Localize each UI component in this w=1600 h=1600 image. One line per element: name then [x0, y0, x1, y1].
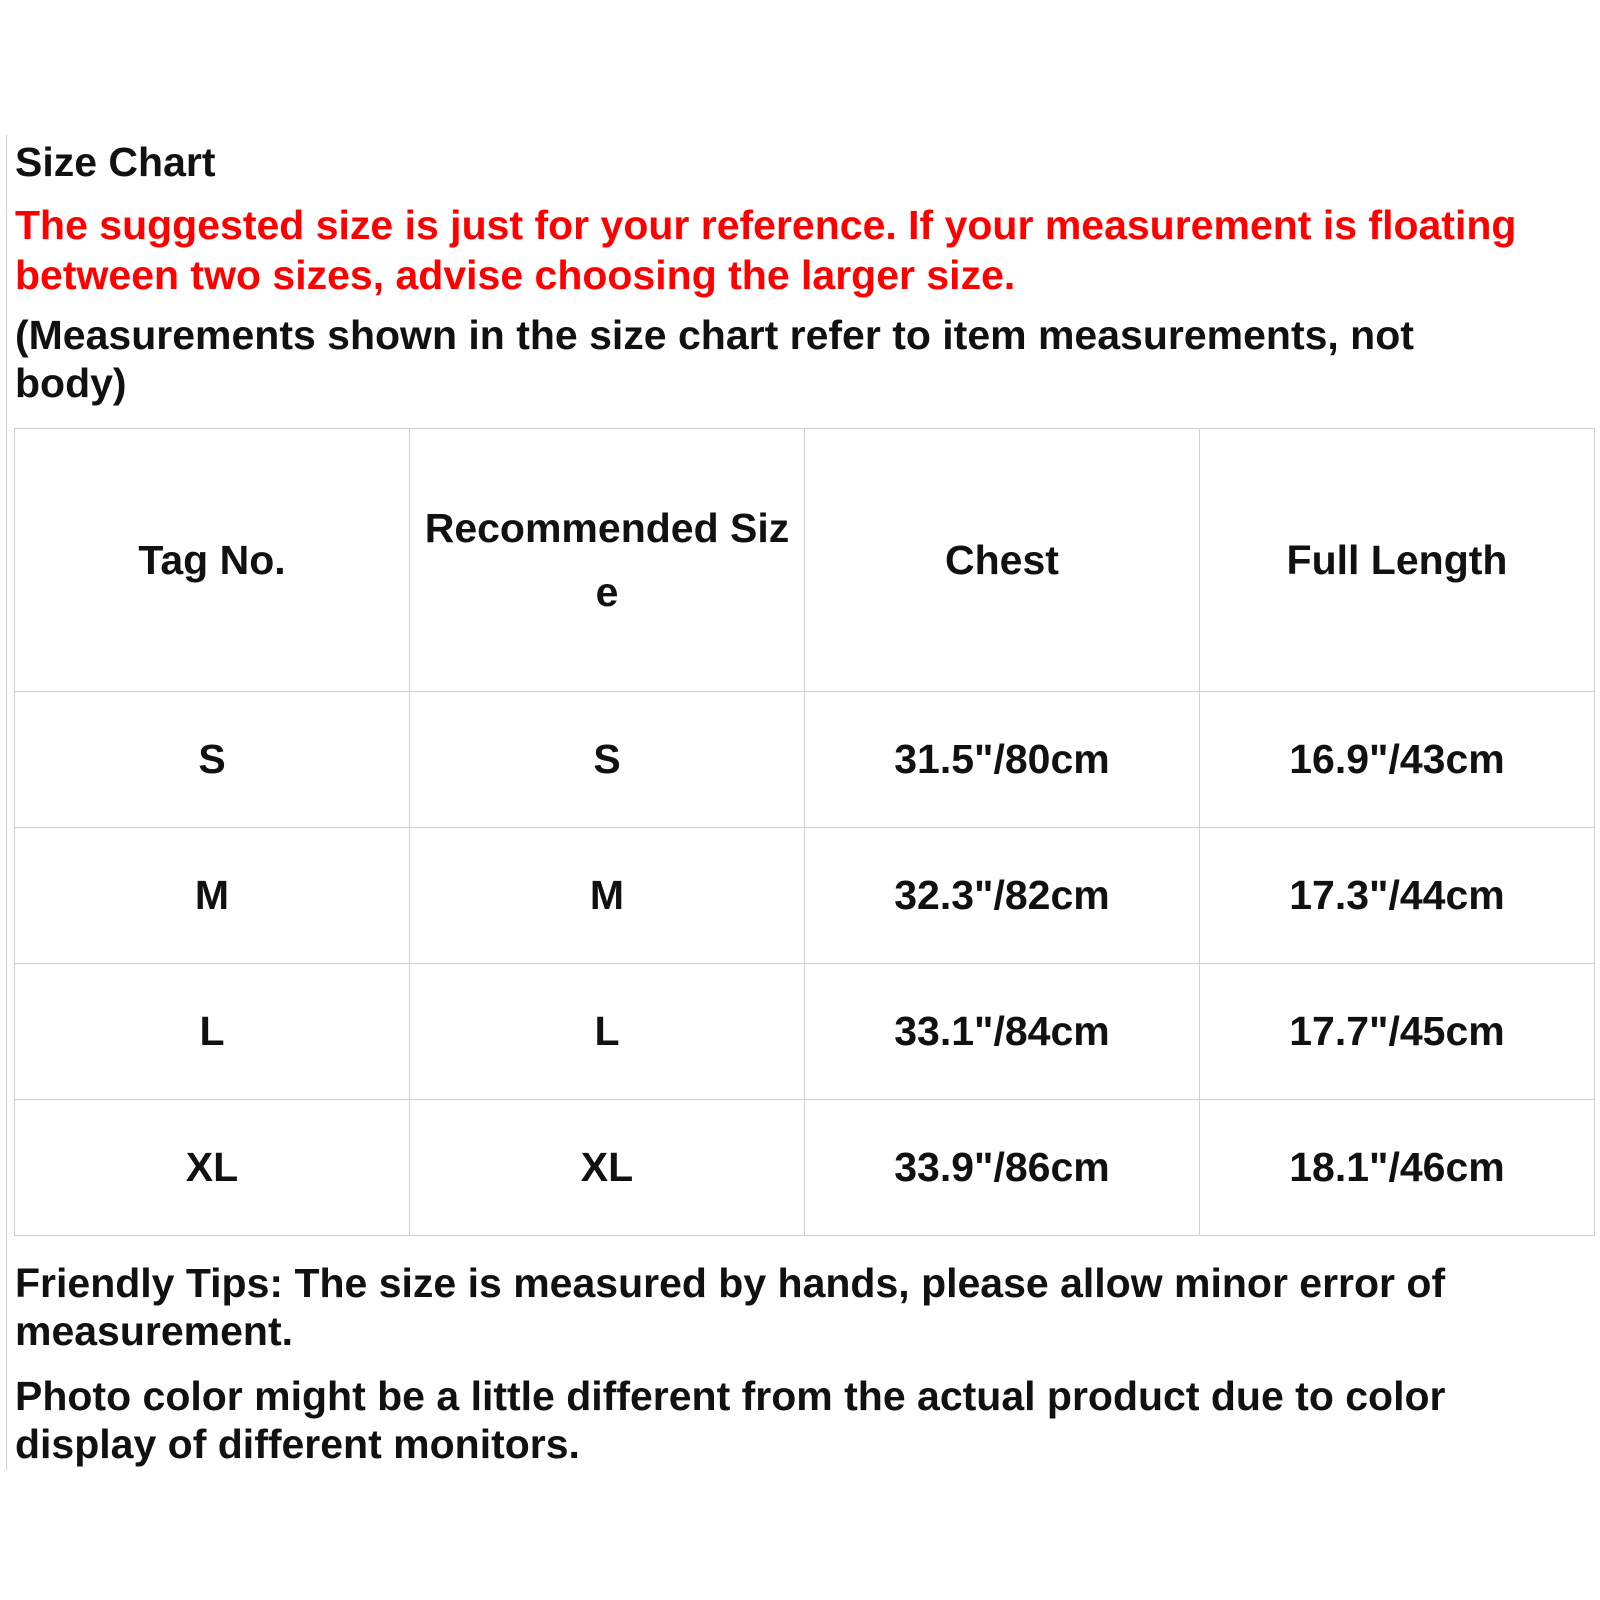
- left-border-line: [6, 135, 7, 1470]
- cell-recommended: L: [410, 964, 805, 1100]
- measurement-note-line-1: (Measurements shown in the size chart refer to item measurements, not: [15, 312, 1414, 358]
- header-full-length: Full Length: [1200, 429, 1595, 692]
- cell-length: 17.7"/45cm: [1200, 964, 1595, 1100]
- table-row: [15, 828, 1595, 964]
- cell-chest: 33.1"/84cm: [805, 964, 1200, 1100]
- table-row: [15, 1100, 1595, 1236]
- cell-tag: XL: [15, 1100, 410, 1236]
- friendly-tips-line-2: measurement.: [15, 1308, 294, 1354]
- cell-recommended: M: [410, 828, 805, 964]
- friendly-tips: [15, 1259, 1445, 1355]
- friendly-tips-line-1: Friendly Tips: The size is measured by hands, please allow minor error of: [15, 1260, 1446, 1306]
- header-recommended-size: [410, 429, 805, 692]
- cell-tag: S: [15, 692, 410, 828]
- cell-chest: 32.3"/82cm: [805, 828, 1200, 964]
- photo-color-note: [15, 1372, 1446, 1468]
- header-tag-no: Tag No.: [15, 429, 410, 692]
- table-row: [15, 964, 1595, 1100]
- size-table: [14, 428, 1595, 1236]
- cell-length: 16.9"/43cm: [1200, 692, 1595, 828]
- cell-tag: L: [15, 964, 410, 1100]
- header-recommended-size-line-2: e: [595, 569, 619, 615]
- cell-chest: 31.5"/80cm: [805, 692, 1200, 828]
- size-advice-line-1: The suggested size is just for your reference. If your measurement is floating: [15, 202, 1517, 248]
- measurement-note: [15, 311, 1414, 407]
- cell-tag: M: [15, 828, 410, 964]
- photo-color-note-line-1: Photo color might be a little different from the actual product due to color: [15, 1373, 1446, 1419]
- cell-chest: 33.9"/86cm: [805, 1100, 1200, 1236]
- table-header-row: [15, 429, 1595, 692]
- header-chest: Chest: [805, 429, 1200, 692]
- cell-recommended: S: [410, 692, 805, 828]
- cell-length: 18.1"/46cm: [1200, 1100, 1595, 1236]
- size-advice-notice: [15, 200, 1595, 300]
- header-recommended-size-label: [410, 496, 804, 624]
- page-title: Size Chart: [15, 139, 216, 185]
- header-recommended-size-line-1: Recommended Siz: [424, 505, 790, 551]
- size-advice-line-2: between two sizes, advise choosing the larger size.: [15, 252, 1016, 298]
- cell-length: 17.3"/44cm: [1200, 828, 1595, 964]
- table-row: [15, 692, 1595, 828]
- photo-color-note-line-2: display of different monitors.: [15, 1421, 580, 1467]
- cell-recommended: XL: [410, 1100, 805, 1236]
- measurement-note-line-2: body): [15, 360, 127, 406]
